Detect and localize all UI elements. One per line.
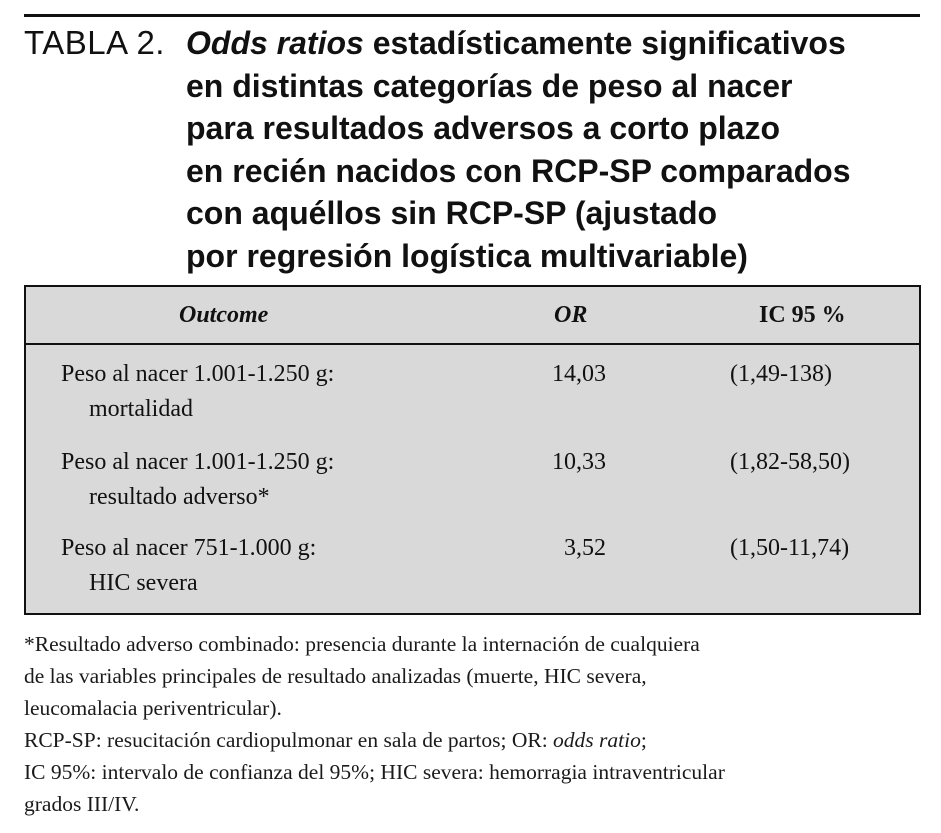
cell-outcome <box>61 357 501 427</box>
cell-outcome <box>61 445 501 515</box>
footnote-line-1: *Resultado adverso combinado: presencia durante la internación de cualquiera <box>24 632 700 656</box>
footnote-line-4 <box>24 724 924 756</box>
outcome-line-2: HIC severa <box>89 570 198 596</box>
cell-or: 14,03 <box>552 361 606 387</box>
table-header-row <box>26 287 919 345</box>
cell-or: 10,33 <box>552 449 606 475</box>
header-ic: IC 95 % <box>759 302 846 328</box>
cell-ic: (1,49-138) <box>730 361 832 387</box>
outcome-line-1: Peso al nacer 1.001-1.250 g: <box>61 449 335 475</box>
cell-outcome <box>61 531 501 601</box>
title-line-6: por regresión logística multivariable) <box>186 237 748 274</box>
table-footnotes <box>24 628 924 820</box>
cell-or: 3,52 <box>564 535 606 561</box>
footnote-line-4-italic: odds ratio <box>553 728 641 752</box>
footnote-line-4-post: ; <box>640 728 647 752</box>
footnote-line-5: IC 95%: intervalo de confianza del 95%; HIC severa: hemorragia intraventricular <box>24 760 725 784</box>
table-title <box>186 22 906 277</box>
outcome-line-2: resultado adverso* <box>89 484 270 510</box>
top-rule <box>24 14 920 17</box>
title-line-4: en recién nacidos con RCP-SP comparados <box>186 152 851 189</box>
footnote-line-2: de las variables principales de resultado analizadas (muerte, HIC severa, <box>24 664 647 688</box>
outcome-line-2: mortalidad <box>89 396 193 422</box>
title-line-5: con aquéllos sin RCP-SP (ajustado <box>186 195 718 231</box>
title-line-1 <box>186 22 906 65</box>
cell-ic: (1,50-11,74) <box>730 535 850 561</box>
table-label: TABLA 2. <box>24 24 165 61</box>
header-or: OR <box>554 302 588 328</box>
data-table <box>24 285 921 615</box>
footnote-line-3: leucomalacia periventricular). <box>24 696 282 720</box>
footnote-line-6: grados III/IV. <box>24 792 140 816</box>
outcome-line-1: Peso al nacer 1.001-1.250 g: <box>61 361 335 387</box>
title-italic-term: Odds ratios <box>186 25 364 61</box>
title-line-2: en distintas categorías de peso al nacer <box>186 67 793 104</box>
footnote-line-4-pre: RCP-SP: resucitación cardiopulmonar en sala de partos; OR: <box>24 728 554 752</box>
title-line-3: para resultados adversos a corto plazo <box>186 110 780 146</box>
header-outcome: Outcome <box>179 302 269 328</box>
cell-ic: (1,82-58,50) <box>730 449 850 475</box>
outcome-line-1: Peso al nacer 751-1.000 g: <box>61 535 317 561</box>
title-line-1-rest: estadísticamente significativos <box>363 25 846 61</box>
